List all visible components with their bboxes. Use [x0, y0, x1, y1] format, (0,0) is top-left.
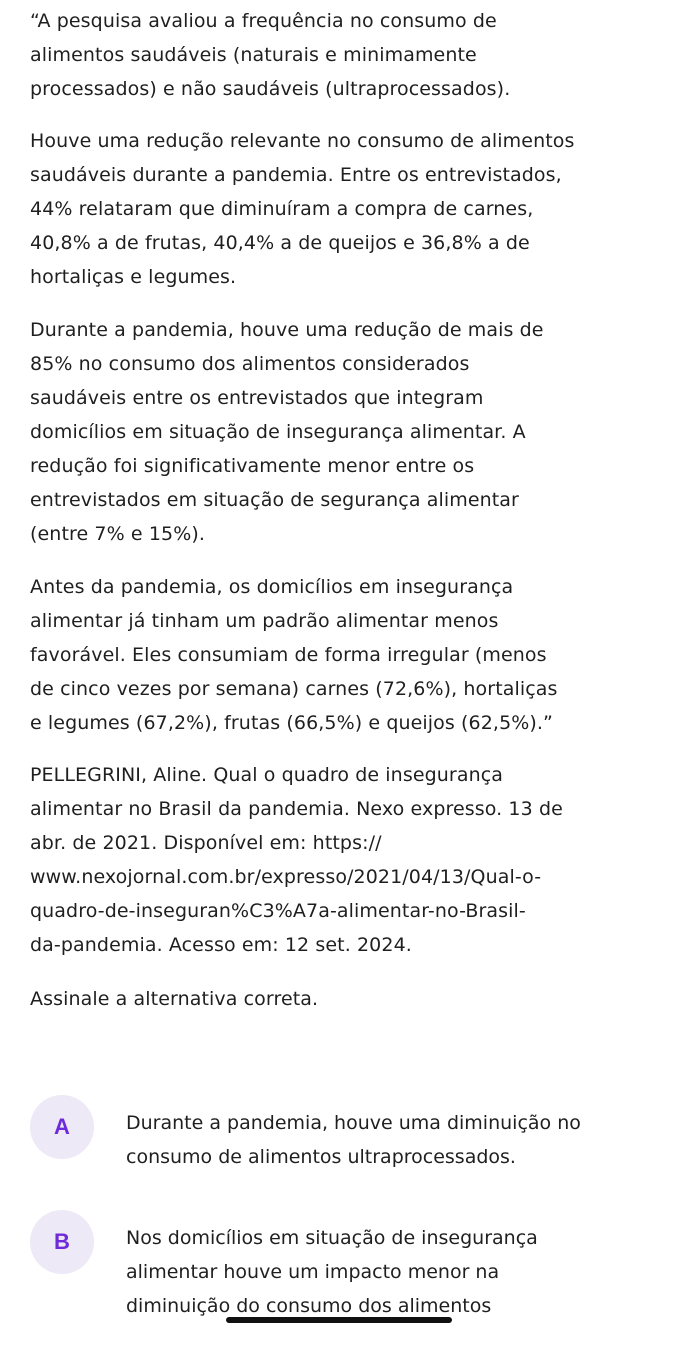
- question-text: [30, 4, 678, 1016]
- option-a-letter: A: [54, 1114, 70, 1139]
- paragraph-intro: “A pesquisa avaliou a frequência no consumo de alimentos saudáveis (naturais e minimamente processados) e não saudáveis (ultraprocessados).: [30, 10, 511, 100]
- option-a[interactable]: [30, 1095, 670, 1174]
- scroll-indicator-bar: [226, 1317, 452, 1323]
- option-a-text: Durante a pandemia, houve uma diminuição no consumo de alimentos ultraprocessados.: [126, 1112, 581, 1168]
- option-b-text: Nos domicílios em situação de insegurança alimentar houve um impacto menor na diminuição do consumo dos alimentos: [126, 1227, 538, 1317]
- option-b-badge[interactable]: [30, 1210, 94, 1274]
- citation: PELLEGRINI, Aline. Qual o quadro de insegurança alimentar no Brasil da pandemia. Nexo expresso. 13 de abr. de 2021. Disponível em: https:// www.nexojornal.com.br/expresso/2021/04/13/Qual-o- quadro-de-inseguran%C3%A7a-alimentar-no-Brasil- da-pandemia. Acesso em: 12 set. 2024.: [30, 764, 563, 956]
- paragraph-before-pandemic: Antes da pandemia, os domicílios em insegurança alimentar já tinham um padrão alimentar menos favorável. Eles consumiam de forma irregular (menos de cinco vezes por semana) carnes (72,6%), hortaliças e legumes (67,2%), frutas (66,5%) e queijos (62,5%).”: [30, 576, 558, 734]
- paragraph-reduction: Houve uma redução relevante no consumo de alimentos saudáveis durante a pandemia. Entre os entrevistados, 44% relataram que diminuíram a compra de carnes, 40,8% a de frutas, 40,4% a de queijos e 36,8% a de hortaliças e legumes.: [30, 130, 575, 288]
- option-b[interactable]: [30, 1210, 670, 1323]
- option-a-badge[interactable]: [30, 1095, 94, 1159]
- instruction: Assinale a alternativa correta.: [30, 988, 319, 1010]
- option-b-letter: B: [54, 1229, 70, 1254]
- paragraph-insecurity: Durante a pandemia, houve uma redução de mais de 85% no consumo dos alimentos considerados saudáveis entre os entrevistados que integram domicílios em situação de insegurança alimentar. A redução foi significativamente menor entre os entrevistados em situação de segurança alimentar (entre 7% e 15%).: [30, 319, 544, 545]
